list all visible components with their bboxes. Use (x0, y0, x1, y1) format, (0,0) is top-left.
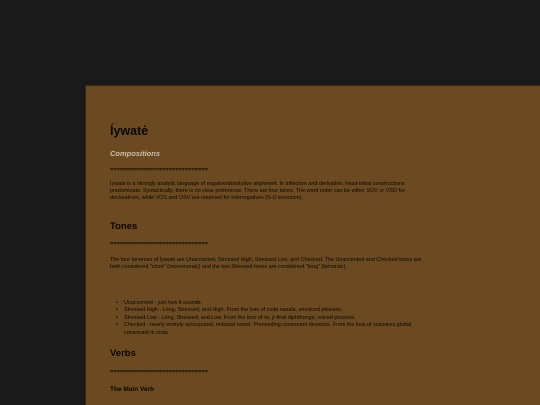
tones-heading: Tones (110, 221, 138, 232)
separator-rule: ============================== (110, 167, 208, 173)
bullet-icon: • (116, 300, 118, 306)
page-title: Íywatė (110, 124, 149, 138)
bullet-icon: • (116, 307, 118, 314)
main-verb-subheading: The Main Verb (110, 386, 155, 393)
tones-paragraph: The four tonemes of Íywatė are Unaccented, Stressed High, Stressed Low, and Checked. The Unaccented and Checked tones are both considered "short" (monomoraic) and the two Stressed tones are considered "long" (bimoraic). (110, 257, 422, 271)
bullet-icon: • (116, 314, 118, 321)
tones-list (116, 300, 434, 337)
list-item: • Stressed Low - Long, Stressed, and Low. From the loss of /w, j/-final diphthongs, voiced plosives. (116, 314, 356, 321)
intro-paragraph: Íywatė is a strongly analytic language of ergative/absolutive alignment. In inflection and derivation, head-initial constructions predominate. Syntactically, there is no clear preference. There are four tones. The word order can be either SOV or VSO for declaratives, while VOS and OSV are reserved for interrogatives (S-O inversion). (110, 181, 405, 202)
verbs-heading: Verbs (110, 348, 136, 359)
separator-rule: ============================== (110, 241, 208, 247)
document-page (85, 85, 540, 405)
separator-rule: ============================== (110, 369, 208, 375)
bullet-icon: • (116, 322, 118, 329)
list-item: • Checked - nearly entirely syncopated, reduced vowel. Preceeding consonant devoices. From the loss of voiceless glottal consonant in coda. (116, 322, 412, 336)
page-subtitle: Compositions (110, 149, 160, 158)
list-item: • Unaccented - just how it sounds. (116, 300, 202, 306)
list-item: • Stressed High - Long, Stressed, and High. From the loss of coda nasals, unvoiced plosives. (116, 307, 343, 314)
